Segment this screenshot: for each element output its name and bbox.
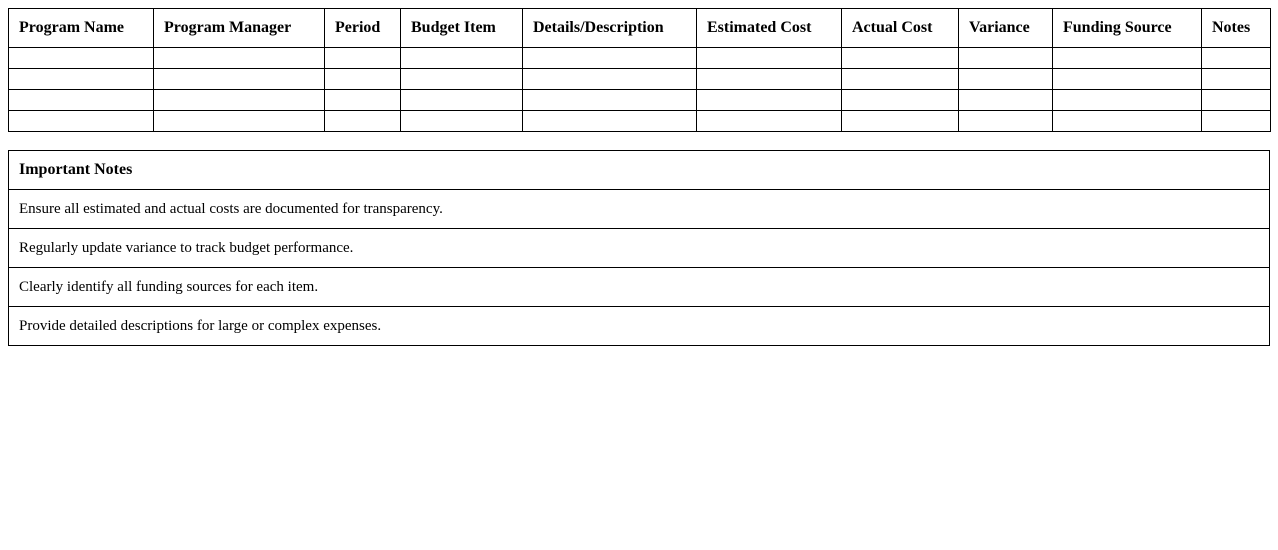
table-cell[interactable]	[1053, 69, 1202, 90]
important-notes-title: Important Notes	[9, 151, 1270, 190]
table-cell[interactable]	[1053, 90, 1202, 111]
table-cell[interactable]	[697, 111, 842, 132]
note-row	[9, 307, 1270, 346]
table-cell[interactable]	[401, 69, 523, 90]
table-row	[9, 90, 1271, 111]
table-cell[interactable]	[523, 48, 697, 69]
table-cell[interactable]	[9, 111, 154, 132]
table-cell[interactable]	[697, 69, 842, 90]
table-cell[interactable]	[842, 69, 959, 90]
header-funding-source: Funding Source	[1053, 9, 1202, 48]
table-cell[interactable]	[1202, 90, 1271, 111]
table-cell[interactable]	[154, 48, 325, 69]
table-cell[interactable]	[325, 48, 401, 69]
table-cell[interactable]	[1202, 48, 1271, 69]
note-item: Clearly identify all funding sources for each item.	[9, 268, 1270, 307]
important-notes-table	[8, 150, 1270, 346]
table-cell[interactable]	[401, 111, 523, 132]
note-row	[9, 268, 1270, 307]
table-cell[interactable]	[325, 69, 401, 90]
table-cell[interactable]	[401, 90, 523, 111]
table-cell[interactable]	[523, 69, 697, 90]
table-cell[interactable]	[9, 69, 154, 90]
table-cell[interactable]	[1053, 111, 1202, 132]
table-cell[interactable]	[959, 48, 1053, 69]
header-period: Period	[325, 9, 401, 48]
table-cell[interactable]	[154, 69, 325, 90]
budget-table-header-row	[9, 9, 1271, 48]
table-cell[interactable]	[697, 48, 842, 69]
table-cell[interactable]	[1202, 69, 1271, 90]
header-actual-cost: Actual Cost	[842, 9, 959, 48]
budget-table	[8, 8, 1271, 132]
table-cell[interactable]	[1202, 111, 1271, 132]
note-item: Provide detailed descriptions for large or complex expenses.	[9, 307, 1270, 346]
table-cell[interactable]	[842, 48, 959, 69]
header-estimated-cost: Estimated Cost	[697, 9, 842, 48]
header-notes: Notes	[1202, 9, 1271, 48]
table-row	[9, 69, 1271, 90]
notes-header-row	[9, 151, 1270, 190]
header-budget-item: Budget Item	[401, 9, 523, 48]
note-row	[9, 190, 1270, 229]
table-cell[interactable]	[1053, 48, 1202, 69]
table-cell[interactable]	[154, 90, 325, 111]
header-program-manager: Program Manager	[154, 9, 325, 48]
table-cell[interactable]	[842, 111, 959, 132]
table-row	[9, 111, 1271, 132]
table-cell[interactable]	[523, 111, 697, 132]
table-cell[interactable]	[523, 90, 697, 111]
page-content	[8, 8, 1270, 346]
note-row	[9, 229, 1270, 268]
table-cell[interactable]	[959, 111, 1053, 132]
table-cell[interactable]	[9, 90, 154, 111]
note-item: Regularly update variance to track budget performance.	[9, 229, 1270, 268]
header-details-description: Details/Description	[523, 9, 697, 48]
header-program-name: Program Name	[9, 9, 154, 48]
table-cell[interactable]	[9, 48, 154, 69]
table-cell[interactable]	[697, 90, 842, 111]
note-item: Ensure all estimated and actual costs are documented for transparency.	[9, 190, 1270, 229]
table-cell[interactable]	[842, 90, 959, 111]
table-cell[interactable]	[959, 90, 1053, 111]
table-cell[interactable]	[401, 48, 523, 69]
table-row	[9, 48, 1271, 69]
table-cell[interactable]	[959, 69, 1053, 90]
table-cell[interactable]	[154, 111, 325, 132]
table-cell[interactable]	[325, 90, 401, 111]
table-cell[interactable]	[325, 111, 401, 132]
header-variance: Variance	[959, 9, 1053, 48]
